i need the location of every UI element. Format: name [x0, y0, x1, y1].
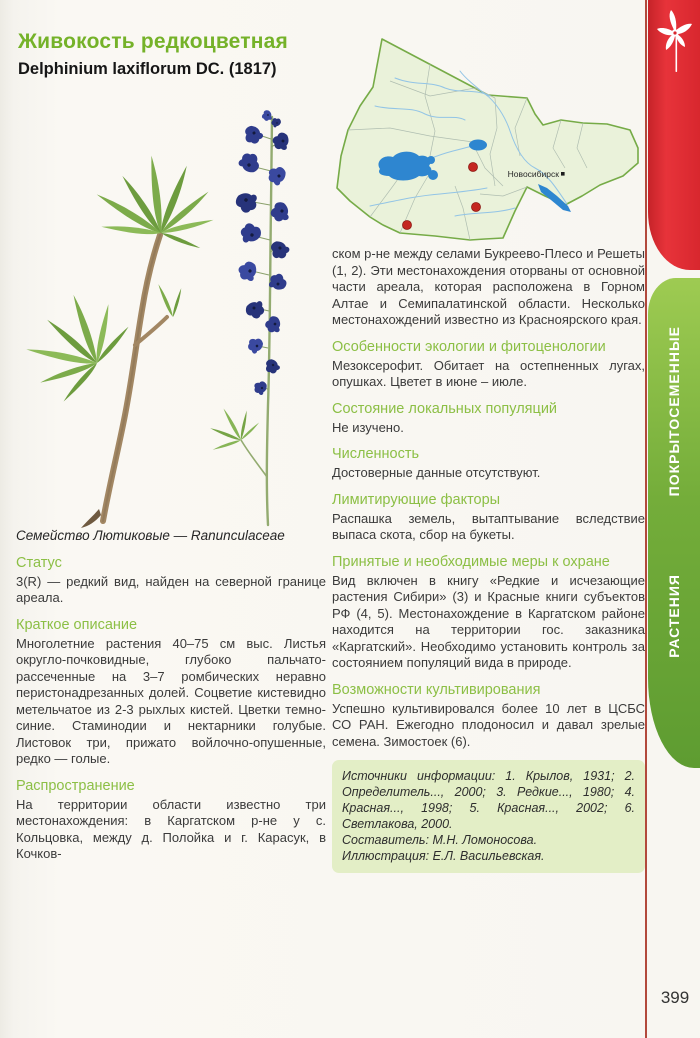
section-body: Многолетние растения 40–75 см выс. Листья округло-почковидные, глубоко пальчато-рассеченные на 3–7 ромбических неравно перистонадрезанных долей. Соцветие кистевидно метельчатое из 2-3 рыхлых кистей. Цветки темно-синие. Стаминодии и нектарники голубые. Листовок три, прижато войлочно-опушенные, редко — голые.	[16, 635, 326, 766]
section-body: Не изучено.	[332, 419, 404, 435]
sources-info: Источники информации: 1. Крылов, 1931; 2. Определитель..., 2000; 3. Редкие..., 1980; 4. Красная..., 1998; 5. Красная..., 2002; 6. Светлакова, 2000.	[342, 769, 635, 831]
range-map-svg	[335, 36, 641, 242]
section-body: 3(R) — редкий вид, найден на северной границе ареала.	[16, 573, 326, 605]
section-heading: Распространение	[16, 777, 135, 794]
occurrence-dot	[403, 221, 412, 230]
sidebar-divider-line	[645, 0, 647, 1038]
sources-compiler: Составитель: М.Н. Ломоносова.	[342, 833, 538, 847]
occurrence-dot	[469, 163, 478, 172]
species-latin-name: Delphinium laxiflorum DC. (1817)	[18, 60, 277, 78]
section-body: Мезоксерофит. Обитает на остепненных лугах, опушках. Цветет в июне – июле.	[332, 357, 645, 389]
sidebar-category-label-wrap	[648, 564, 700, 668]
sources-box	[332, 760, 645, 873]
plant-illustration	[15, 95, 330, 530]
section-heading: Состояние локальных популяций	[332, 400, 558, 417]
oblast-outline	[337, 39, 638, 240]
section-heading: Возможности культивирования	[332, 681, 541, 698]
page-title: Живокость редкоцветная	[18, 30, 288, 53]
left-column	[16, 528, 326, 865]
section-local-populations	[332, 400, 645, 437]
section-limiting-factors	[332, 491, 645, 544]
flower-spike	[210, 110, 294, 525]
section-heading: Краткое описание	[16, 616, 138, 633]
section-body: Достоверные данные отсутствуют.	[332, 465, 541, 480]
section-heading: Принятые и необходимые меры к охране	[332, 553, 610, 570]
plant-illustration-svg	[15, 95, 330, 530]
section-distribution	[16, 777, 326, 863]
section-body: Распашка земель, вытаптывание вследствие выпаса скота, сбор на букеты.	[332, 510, 645, 542]
section-cultivation	[332, 681, 645, 751]
sidebar-category-label: РАСТЕНИЯ	[666, 574, 682, 658]
section-heading: Статус	[16, 554, 62, 571]
range-map	[335, 36, 641, 242]
section-heading: Особенности экологии и фитоценологии	[332, 338, 606, 355]
section-ecology	[332, 338, 645, 391]
sidebar-group-label-wrap	[648, 296, 700, 526]
section-body: Успешно культивировался более 10 лет в ЦСБС СО РАН. Ежегодно плодоносил и давал зрелые семена. Зимостоек (6).	[332, 700, 645, 749]
section-status	[16, 554, 326, 607]
sidebar-group-label: ПОКРЫТОСЕМЕННЫЕ	[666, 325, 682, 497]
section-heading: Лимитирующие факторы	[332, 491, 501, 508]
section-body: На территории области известно три местонахождения: в Каргатском р-не у с. Кольцовка, между д. Полойка и г. Карасук, в Кочков-	[16, 796, 326, 861]
sources-illustrator: Иллюстрация: Е.Л. Васильевская.	[342, 849, 545, 863]
family-line: Семейство Лютиковые — Ranunculaceae	[16, 528, 285, 543]
right-column	[332, 246, 645, 873]
left-plant	[26, 155, 214, 528]
city-marker	[561, 172, 565, 176]
section-description	[16, 616, 326, 768]
section-abundance	[332, 445, 645, 482]
section-heading: Численность	[332, 446, 420, 462]
city-label: Новосибирск	[507, 169, 559, 179]
distribution-continuation: ском р-не между селами Букреево-Плесо и Решеты (1, 2). Эти местонахождения оторваны от основной части ареала, которая расположена в Горном Алтае и Семипалатинской области. Несколько местонахождений известно из Красноярского края.	[332, 246, 645, 327]
orchid-icon	[656, 8, 694, 74]
section-body: Вид включен в книгу «Редкие и исчезающие растения Сибири» (3) и Красные книги субъектов РФ (4, 5). Местонахождение в Каргатском районе находится на территории гос. заказника «Каргатский». Необходимо установить контроль за состоянием популяций вида в природе.	[332, 572, 645, 670]
section-protection-measures	[332, 553, 645, 672]
occurrence-dot	[472, 203, 481, 212]
page-number: 399	[660, 988, 690, 1007]
